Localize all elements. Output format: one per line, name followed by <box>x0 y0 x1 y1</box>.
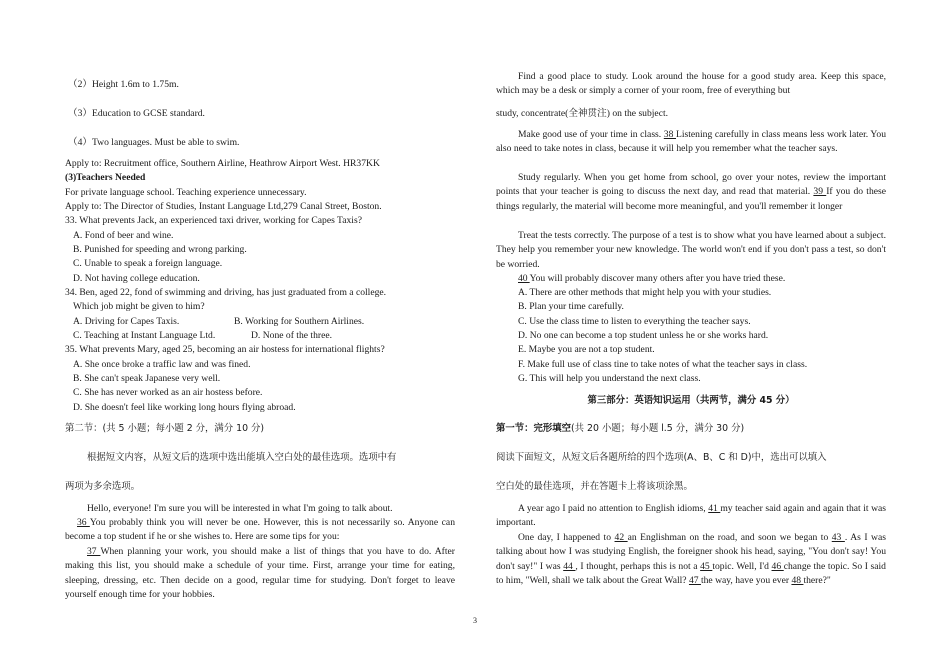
blank-44: 44 <box>563 560 576 572</box>
blank-46: 46 <box>771 560 784 572</box>
tip-class-time: Make good use of your time in class. 38 Listening carefully in class means less work later. You also need to take notes in class, because it will help you remember what the teacher says. <box>496 129 886 155</box>
option-e: E. Maybe you are not a top student. <box>518 344 655 355</box>
requirement-3: （3）Education to GCSE standard. <box>68 108 205 119</box>
section2-instruction-1: 根据短文内容，从短文后的选项中选出能填入空白处的最佳选项。选项中有 <box>87 452 397 463</box>
blank-39: 39 <box>813 186 827 198</box>
option-c: C. Use the class time to listen to everything the teacher says. <box>518 316 751 327</box>
option-f: F. Make full use of class tine to take notes of what the teacher says in class. <box>518 359 808 370</box>
q33-option-d: D. Not having college education. <box>73 273 200 284</box>
blank-41: 41 <box>708 503 721 514</box>
q33-option-a: A. Fond of beer and wine. <box>73 230 174 241</box>
section2-instruction-2: 两项为多余选项。 <box>65 481 141 492</box>
q34-option-b: B. Working for Southern Airlines. <box>234 316 365 327</box>
tip-tests: Treat the tests correctly. The purpose of a test is to show what you have learned about a subject. They help you remember your new knowledge. The world won't end if you don't pass a test, so don't be worried. <box>496 230 886 270</box>
section1-instruction-1: 阅读下面短文，从短文后各题所给的四个选项(A、B、C 和 D)中，选出可以填入 <box>496 452 827 463</box>
passage-para-3: 37 When planning your work, you should make a list of things that you have to do. After making this list, you should make a schedule of your time. First, arrange your time for eating, sleeping, dressing, etc. Then decide on a good, regular time for studying. Don't forget to leave yourself enough time for your hobbies. <box>65 546 455 600</box>
blank-45: 45 <box>700 560 713 572</box>
q35-option-d: D. She doesn't feel like working long hours flying abroad. <box>73 402 296 413</box>
blank-47: 47 <box>688 574 701 586</box>
section1-instruction-2: 空白处的最佳选项，并在答题卡上将该项涂黑。 <box>496 481 693 492</box>
question-34-cont: Which job might be given to him? <box>73 301 205 312</box>
q34-option-a: A. Driving for Capes Taxis. <box>73 316 180 327</box>
q33-option-b: B. Punished for speeding and wrong parking. <box>73 244 247 255</box>
passage-para-2: 36 You probably think you will never be one. However, this is not necessarily so. Anyone can become a top student if he or she wishes to. Here are some tips for you: <box>65 517 455 543</box>
apply-airline: Apply to: Recruitment office, Southern Airline, Heathrow Airport West. HR37KK <box>65 158 380 169</box>
section2-title: 第二节：(共 5 小题；每小题 2 分，满分 10 分) <box>65 423 265 434</box>
q34-option-c: C. Teaching at Instant Language Ltd. <box>73 330 216 341</box>
blank-48: 48 <box>791 574 804 586</box>
option-g: G. This will help you understand the next class. <box>518 373 701 384</box>
blank-42: 42 <box>614 532 628 543</box>
question-33: 33. What prevents Jack, an experienced taxi driver, working for Capes Taxis? <box>65 215 362 226</box>
q34-option-d: D. None of the three. <box>251 330 332 341</box>
blank-36: 36 <box>77 517 90 528</box>
ad-teachers-title: (3)Teachers Needed <box>65 172 146 183</box>
tip-study-regularly: Study regularly. When you get home from school, go over your notes, review the important points that your teacher is going to discuss the next day, and read that material. 39 If you do these things regularly, the material will become more meaningful, and you'll remember it longer <box>496 172 886 212</box>
blank-37: 37 <box>87 546 101 557</box>
blank-38: 38 <box>663 129 676 140</box>
blank-40: 40 <box>518 273 530 284</box>
blank-43: 43 <box>831 532 845 543</box>
q33-option-c: C. Unable to speak a foreign language. <box>73 258 223 269</box>
requirement-2: （2）Height 1.6m to 1.75m. <box>68 79 179 90</box>
question-35: 35. What prevents Mary, aged 25, becoming an air hostess for international flights? <box>65 344 385 355</box>
q35-option-a: A. She once broke a traffic law and was fined. <box>73 359 251 370</box>
tip-place-to-study: Find a good place to study. Look around the house for a good study area. Keep this space, which may be a desk or simply a corner of your room, free of everything but <box>496 71 886 97</box>
option-d: D. No one can become a top student unless he or she works hard. <box>518 330 769 341</box>
tip-concentrate: study, concentrate(全神贯注) on the subject. <box>496 108 669 119</box>
q35-option-b: B. She can't speak Japanese very well. <box>73 373 221 384</box>
option-a: A. There are other methods that might help you with your studies. <box>518 287 772 298</box>
section1-title: 第一节：完形填空(共 20 小题；每小题 l.5 分，满分 30 分) <box>496 423 745 434</box>
tip-closing: 40 You will probably discover many others after you have tried these. <box>518 273 786 284</box>
part3-heading: 第三部分：英语知识运用（共两节，满分 45 分） <box>587 395 795 406</box>
question-34: 34. Ben, aged 22, fond of swimming and driving, has just graduated from a college. <box>65 287 387 298</box>
ad-teachers-apply: Apply to: The Director of Studies, Instant Language Ltd,279 Canal Street, Boston. <box>65 201 382 212</box>
cloze-para-1: A year ago I paid no attention to English idioms, 41 my teacher said again and again that it was important. <box>496 503 886 529</box>
page-number: 3 <box>473 616 477 625</box>
q35-option-c: C. She has never worked as an air hostess before. <box>73 387 263 398</box>
requirement-4: （4）Two languages. Must be able to swim. <box>68 137 240 148</box>
passage-para-1: Hello, everyone! I'm sure you will be interested in what I'm going to talk about. <box>87 503 393 514</box>
cloze-para-2: One day, I happened to 42 an Englishman on the road, and soon we began to 43 . As I was talking about how I was studying English, the foreigner shook his head, saying, "You don't say! You don't say!" I was 44 , I thought, perhaps this is not a 45 topic. Well, I'd 46 change the topic. So I said to him, "Well, shall we talk about the Great Wall? 47 the way, have you ever 48 there?" <box>496 532 886 586</box>
option-b: B. Plan your time carefully. <box>518 301 624 312</box>
ad-teachers-desc: For private language school. Teaching experience unnecessary. <box>65 187 307 198</box>
